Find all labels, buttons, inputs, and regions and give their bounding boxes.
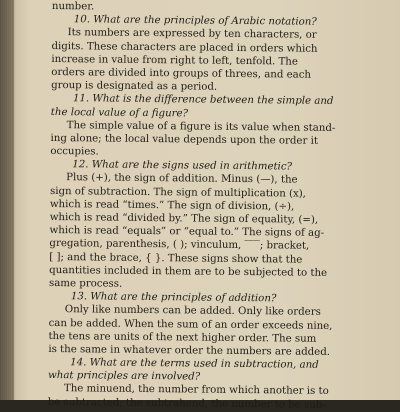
text-line: the tens are units of the next higher order. The sum xyxy=(48,330,317,345)
text-line: orders are divided into groups of threes, and each xyxy=(51,66,312,81)
text-line: which is read “times.” The sign of division, (÷), xyxy=(49,198,295,213)
text-line: can be added. When the sum of an order exceeds nine, xyxy=(48,317,333,332)
text-line: 10. What are the principles of Arabic notation? xyxy=(73,14,317,28)
text-line: sign of subtraction. The sign of multiplication (x), xyxy=(49,185,307,200)
text-line: ing alone; the local value depends upon the order it xyxy=(50,132,319,147)
text-line: number. xyxy=(51,0,95,13)
text-line: group is designated as a period. xyxy=(51,80,218,93)
text-line: The minuend, the number from which another is to xyxy=(63,383,329,398)
text-line: quantities included in them are to be subjected to the xyxy=(49,264,328,279)
text-line: 11. What is the difference between the simple and xyxy=(72,93,334,108)
text-line: Only like numbers can be added. Only like orders xyxy=(64,304,321,319)
text-line: gregation, parenthesis, ( ); vinculum, ‾‾‾; bracket, xyxy=(49,238,310,253)
text-line: which is read “divided by.” The sign of equality, (=), xyxy=(49,211,319,226)
text-line: 12. What are the signs used in arithmetic? xyxy=(72,159,293,173)
text-line: The simple value of a figure is its value when stand- xyxy=(66,119,336,134)
text-line: same process. xyxy=(48,277,123,290)
text-line: be subtracted; the subtrahend, the number to be sub- xyxy=(47,396,326,411)
text-line: 13. What are the principles of addition? xyxy=(70,291,277,305)
text-line: is the same in whatever order the numbers are added. xyxy=(48,343,331,358)
page-stack-edge xyxy=(0,0,14,400)
page-text xyxy=(48,0,396,412)
text-line: [ ]; and the brace, { }. These signs show that the xyxy=(49,251,303,266)
text-line: increase in value from right to left, tenfold. The xyxy=(51,53,298,68)
text-line: occupies. xyxy=(50,146,99,158)
text-line: digits. These characters are placed in orders which xyxy=(51,40,318,55)
text-line: 14. What are the terms used in subtraction, and xyxy=(70,357,319,371)
text-line: the local value of a figure? xyxy=(50,106,189,119)
text-line: Plus (+), the sign of addition. Minus (—), the xyxy=(66,172,298,187)
text-line: what principles are involved? xyxy=(48,370,201,383)
text-line: which is read “equals” or “equal to.” The signs of ag- xyxy=(49,225,325,240)
text-line: Its numbers are expressed by ten characters, or xyxy=(67,27,317,42)
